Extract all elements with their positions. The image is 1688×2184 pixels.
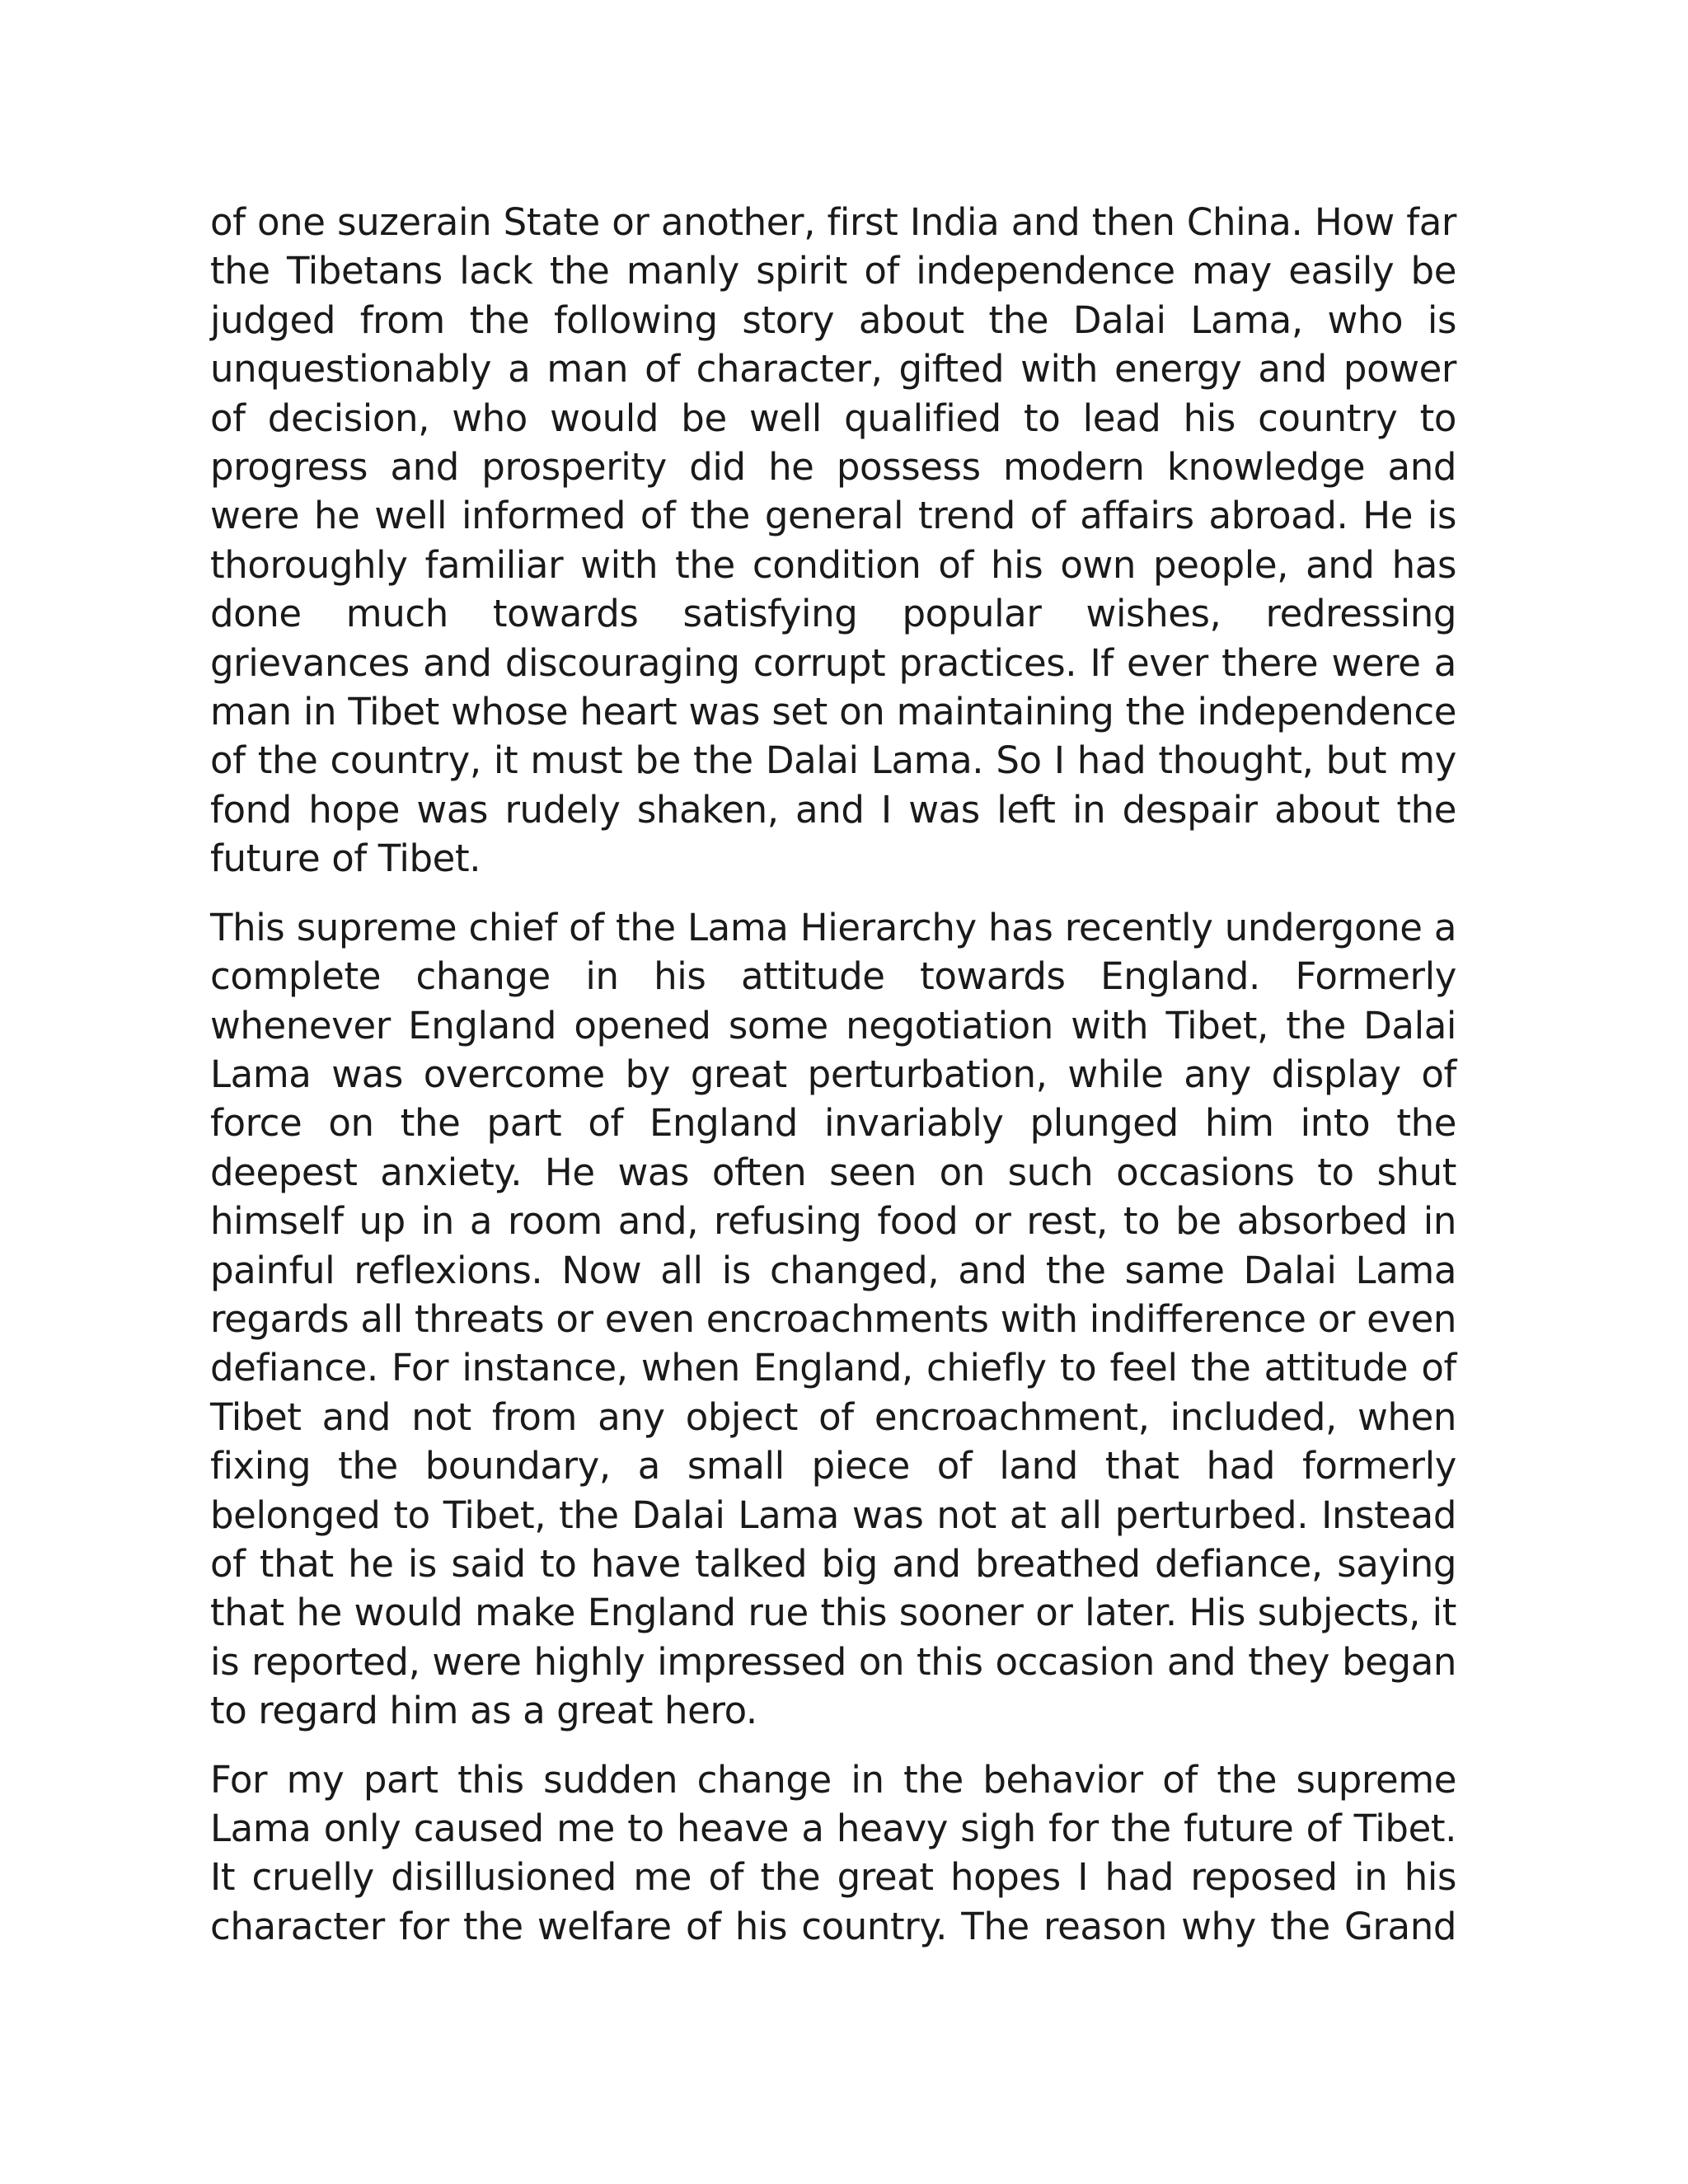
paragraph: of one suzerain State or another, first India and then China. How far the Tibetans lack the manly spirit of independence may easily be judged from the following story about the Dalai Lama, who is unquestionably a man of character, gifted with energy and power of decision, who would be well qualified to lead his country to progress and prosperity did he possess modern knowledge and were he well informed of the general trend of affairs abroad. He is thoroughly familiar with the condition of his own people, and has done much towards satisfying popular wishes, redressing grievances and discouraging corrupt practices. If ever there were a man in Tibet whose heart was set on maintaining the independence of the country, it must be the Dalai Lama. So I had thought, but my fond hope was rudely shaken, and I was left in despair about the future of Tibet. bbox=[210, 200, 1456, 881]
body-text bbox=[210, 198, 1456, 1971]
paragraph: This supreme chief of the Lama Hierarchy has recently undergone a complete change in his attitude towards England. Formerly whenever England opened some negotiation with Tibet, the Dalai Lama was overcome by great perturbation, while any display of force on the part of England invariably plunged him into the deepest anxiety. He was often seen on such occasions to shut himself up in a room and, refusing food or rest, to be absorbed in painful reflexions. Now all is changed, and the same Dalai Lama regards all threats or even encroachments with indifference or even defiance. For instance, when England, chiefly to feel the attitude of Tibet and not from any object of encroachment, included, when fixing the boundary, a small piece of land that had formerly belonged to Tibet, the Dalai Lama was not at all perturbed. Instead of that he is said to have talked big and breathed defiance, saying that he would make England rue this sooner or later. His subjects, it is reported, were highly impressed on this occasion and they began to regard him as a great hero. bbox=[210, 905, 1456, 1733]
paragraph: For my part this sudden change in the behavior of the supreme Lama only caused me to heave a heavy sigh for the future of Tibet. It cruelly disillusioned me of the great hopes I had reposed in his character for the welfare of his country. The reason why the Grand bbox=[210, 1757, 1456, 1948]
